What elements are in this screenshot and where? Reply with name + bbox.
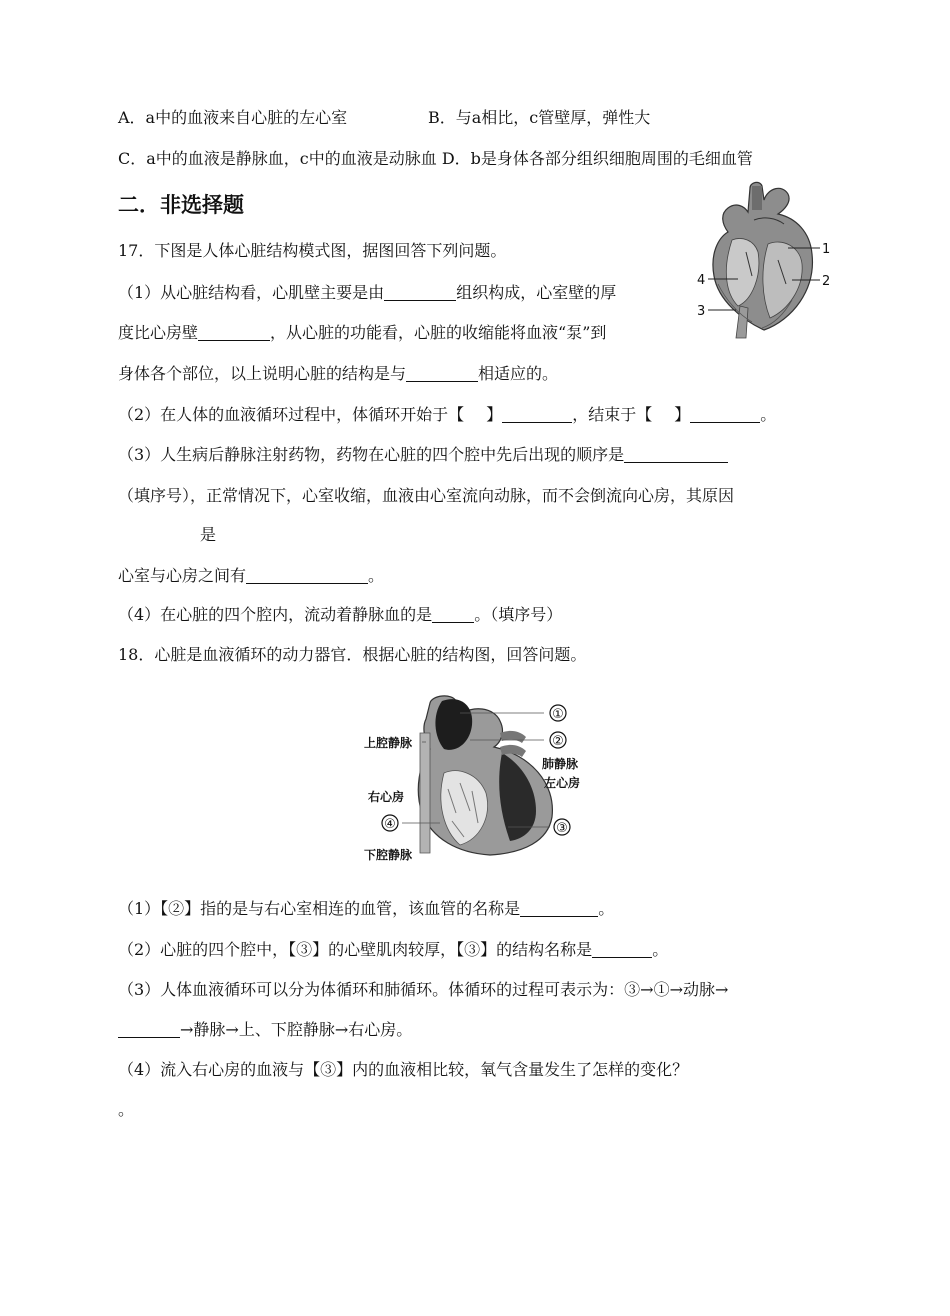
q17-part1-line2: 度比心房壁 ，从心脏的功能看，心脏的收缩能将血液“泵”到 — [118, 323, 607, 342]
label-n2: ② — [552, 734, 564, 749]
blank[interactable] — [406, 365, 478, 382]
q17-part1-line3: 身体各个部位，以上说明心脏的结构是与 相适应的。 — [118, 364, 559, 383]
q18-part4-end: 。 — [118, 1100, 135, 1119]
q18-part3-line2: →静脉→上、下腔静脉→右心房。 — [118, 1020, 412, 1040]
label-la: 左心房 — [544, 776, 581, 790]
blank[interactable] — [624, 446, 728, 463]
option-b: B．与a相比，c管壁厚，弹性大 — [428, 108, 651, 127]
section-title: 二．非选择题 — [118, 193, 244, 217]
q17-part3-line4: 心室与心房之间有 。 — [118, 566, 385, 585]
label-n1: ① — [552, 707, 564, 722]
q18-part1: （1）【②】指的是与右心室相连的血管，该血管的名称是 。 — [118, 899, 615, 918]
q17-part3-line3: 是 — [200, 525, 217, 544]
label-n4: ④ — [384, 817, 396, 832]
q17-part3-line2: （填序号），正常情况下，心室收缩，血液由心室流向动脉，而不会倒流向心房，其原因 — [118, 486, 735, 505]
label-4: 4 — [697, 273, 706, 288]
q18-stem: 18．心脏是血液循环的动力器官．根据心脏的结构图，回答问题。 — [118, 645, 587, 664]
label-pv: 肺静脉 — [542, 757, 579, 771]
heart-diagram-q18 — [360, 693, 590, 865]
blank[interactable] — [246, 567, 368, 584]
blank[interactable] — [432, 606, 474, 623]
label-n3: ③ — [556, 821, 568, 836]
blank[interactable] — [198, 324, 270, 341]
label-ivc: 下腔静脉 — [364, 848, 413, 862]
option-a: A．a中的血液来自心脏的左心室 — [118, 108, 348, 127]
blank[interactable] — [520, 900, 598, 917]
q17-part3-line1: （3）人生病后静脉注射药物，药物在心脏的四个腔中先后出现的顺序是 — [118, 445, 728, 465]
heart-diagram-q17 — [692, 180, 837, 340]
blank[interactable] — [118, 1021, 180, 1038]
label-ra: 右心房 — [368, 790, 405, 804]
q17-part1-line1: （1）从心脏结构看，心肌壁主要是由 组织构成，心室壁的厚 — [118, 283, 617, 302]
label-2: 2 — [822, 274, 831, 289]
q18-part3-line1: （3）人体血液循环可以分为体循环和肺循环。体循环的过程可表示为：③→①→动脉→ — [118, 980, 729, 999]
label-1: 1 — [822, 242, 831, 257]
blank[interactable] — [592, 941, 652, 958]
q18-part2: （2）心脏的四个腔中，【③】的心壁肌肉较厚，【③】的结构名称是 。 — [118, 940, 669, 959]
q18-part4: （4）流入右心房的血液与【③】内的血液相比较，氧气含量发生了怎样的变化？ — [118, 1060, 689, 1079]
option-c-d: C．a中的血液是静脉血，c中的血液是动脉血 D．b是身体各部分组织细胞周围的毛细血管 — [118, 149, 753, 168]
blank[interactable] — [502, 406, 572, 423]
q17-stem: 17．下图是人体心脏结构模式图，据图回答下列问题。 — [118, 241, 507, 260]
q17-part4: （4）在心脏的四个腔内，流动着静脉血的是 。（填序号） — [118, 605, 563, 624]
q17-part2: （2）在人体的血液循环过程中，体循环开始于【 】 ，结束于【 】 。 — [118, 405, 777, 424]
heart-illustration — [713, 182, 812, 338]
heart-illustration — [418, 696, 552, 855]
blank[interactable] — [690, 406, 760, 423]
blank[interactable] — [384, 284, 456, 301]
label-svc: 上腔静脉 — [364, 736, 413, 750]
label-3: 3 — [697, 304, 706, 319]
